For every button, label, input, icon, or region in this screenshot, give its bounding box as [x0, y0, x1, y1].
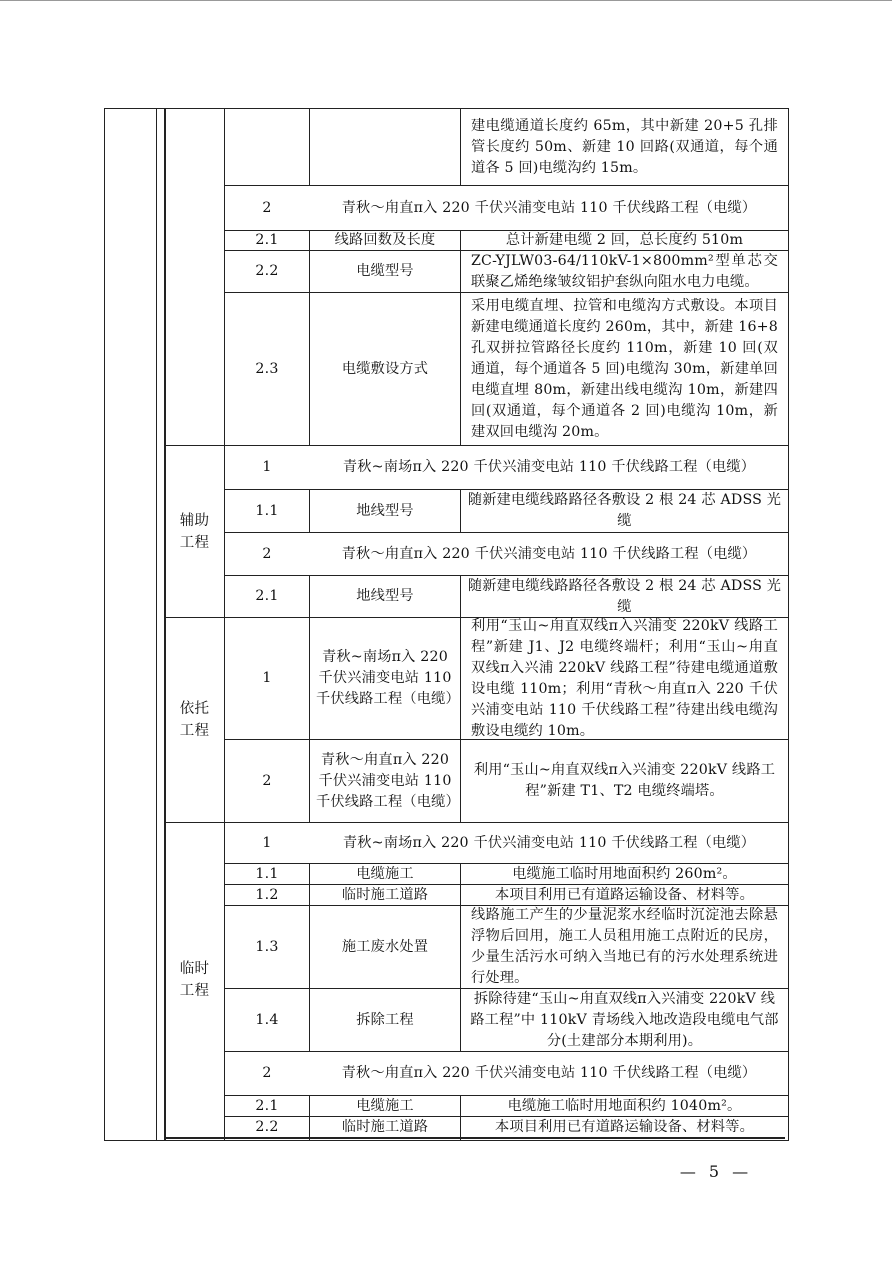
category-auxiliary: 辅助 工程: [179, 512, 210, 551]
table-cell-item: 电缆型号: [356, 263, 414, 279]
table-cell-section-title: 青秋～甪直π入 220 千伏兴浦变电站 110 千伏线路工程（电缆）: [341, 545, 757, 562]
table-cell-desc: 电缆施工临时用地面积约 260m²。: [512, 865, 737, 882]
col-line-num-a: [309, 108, 310, 185]
table-cell-section-title: 青秋~南场π入 220 千伏兴浦变电站 110 千伏线路工程（电缆）: [342, 834, 756, 851]
page-number: — 5 —: [679, 1162, 753, 1181]
table-cell-num: 1.2: [255, 886, 279, 903]
table-cell-item: 地线型号: [356, 588, 414, 604]
table-cell-item: 拆除工程: [356, 1011, 414, 1028]
table-cell-section-title: 青秋～甪直π入 220 千伏兴浦变电站 110 千伏线路工程（电缆）: [341, 1065, 757, 1081]
table-cell-num: 2.3: [255, 360, 279, 377]
table-cell-desc: 拆除待建“玉山~甪直双线π入兴浦变 220kV 线路工程”中 110kV 青场线入地改造段电缆电气部分(土建部分本期利用)。: [470, 990, 779, 1049]
table-cell-num: 2: [262, 772, 272, 789]
table-cell-desc: 本项目利用已有道路运输设备、材料等。: [495, 1118, 754, 1135]
table-cell-desc: 总计新建电缆 2 回，总长度约 510m: [505, 232, 744, 248]
table-cell-num: 2: [262, 1065, 272, 1081]
table-cell-desc: 利用“玉山~甪直双线π入兴浦变 220kV 线路工程”新建 J1、J2 电缆终端杆；利用“玉山~甪直双线π入兴浦 220kV 线路工程”待建电缆通道敷设电缆 110m；利用“青秋～甪直π入 220 千伏兴浦变电站 110 千伏线路工程”待建出线电缆沟敷设电缆约 10m。: [471, 617, 778, 739]
table-cell-num: 1: [262, 459, 272, 475]
table-cell-desc: 建电缆通道长度约 65m，其中新建 20+5 孔排管长度约 50m、新建 10 回路(双通道，每个通道各 5 回)电缆沟约 15m。: [471, 117, 778, 176]
table-cell-desc: 利用“玉山~甪直双线π入兴浦变 220kV 线路工程”新建 T1、T2 电缆终端塔。: [473, 762, 776, 799]
table-cell-num: 1.1: [255, 502, 279, 519]
table-cell-item: 青秋～甪直π入 220 千伏兴浦变电站 110 千伏线路工程（电缆）: [316, 751, 460, 810]
table-cell-num: 2.1: [255, 232, 279, 248]
table-cell-num: 1.3: [255, 938, 279, 955]
table-cell-item: 线路回数及长度: [334, 232, 436, 248]
category-dependent: 依托 工程: [179, 701, 210, 739]
table-cell-desc: 电缆施工临时用地面积约 1040m²。: [507, 1097, 742, 1114]
col-line-outer: [156, 108, 157, 1141]
table-cell-num: 2.1: [255, 1097, 279, 1114]
table-cell-desc: 本项目利用已有道路运输设备、材料等。: [495, 886, 754, 903]
table-cell-num: 2.2: [255, 263, 279, 279]
table-cell-item: 地线型号: [356, 502, 414, 519]
table-border-left: [104, 108, 105, 1141]
table-cell-num: 2: [262, 545, 272, 562]
table-cell-num: 2.2: [255, 1118, 279, 1135]
table-cell-item: 电缆施工: [356, 1097, 414, 1114]
table-cell-desc: 采用电缆直埋、拉管和电缆沟方式敷设。本项目新建电缆通道长度约 260m，其中，新建 16+8 孔双拼拉管路径长度约 110m，新建 10 回(双通道，每个通道各 5 回)电缆沟 30m，新建单回电缆直埋 80m，新建出线电缆沟 10m，新建四回(双通道，每个通道各 2 回)电缆沟 10m，新建双回电缆沟 20m。: [471, 297, 778, 440]
table-cell-item: 临时施工道路: [341, 886, 429, 903]
table-cell-item: 施工废水处置: [341, 938, 429, 955]
table-cell-desc: ZC-YJLW03-64/110kV-1×800mm²型单芯交联聚乙烯绝缘皱纹铝护套纵向阻水电力电缆。: [471, 252, 778, 290]
table-cell-desc: 随新建电缆线路路径各敷设 2 根 24 芯 ADSS 光缆: [467, 492, 782, 529]
table-cell-item: 青秋~南场π入 220 千伏兴浦变电站 110 千伏线路工程（电缆）: [316, 649, 460, 707]
table-cell-num: 1: [262, 834, 272, 851]
table-cell-num: 2.1: [255, 588, 279, 604]
table-cell-desc: 随新建电缆线路路径各敷设 2 根 24 芯 ADSS 光缆: [467, 577, 782, 615]
table-cell-num: 1.4: [255, 1011, 279, 1028]
table-cell-desc: 线路施工产生的少量泥浆水经临时沉淀池去除悬浮物后回用，施工人员租用施工点附近的民房，少量生活污水可纳入当地已有的污水处理系统进行处理。: [471, 907, 778, 986]
table-border-bottom: [104, 1140, 789, 1141]
table-cell-item: 电缆施工: [356, 865, 414, 882]
table-cell-num: 1: [262, 670, 272, 686]
table-cell-section-title: 青秋～甪直π入 220 千伏兴浦变电站 110 千伏线路工程（电缆）: [341, 199, 757, 216]
table-border-right: [788, 108, 789, 1141]
table-cell-section-title: 青秋~南场π入 220 千伏兴浦变电站 110 千伏线路工程（电缆）: [342, 459, 756, 475]
table-cell-num: 1.1: [255, 865, 279, 882]
table-cell-item: 临时施工道路: [341, 1118, 429, 1135]
table-cell-num: 2: [262, 199, 272, 216]
table-cell-item: 电缆敷设方式: [341, 360, 429, 377]
category-temporary: 临时 工程: [179, 961, 210, 999]
